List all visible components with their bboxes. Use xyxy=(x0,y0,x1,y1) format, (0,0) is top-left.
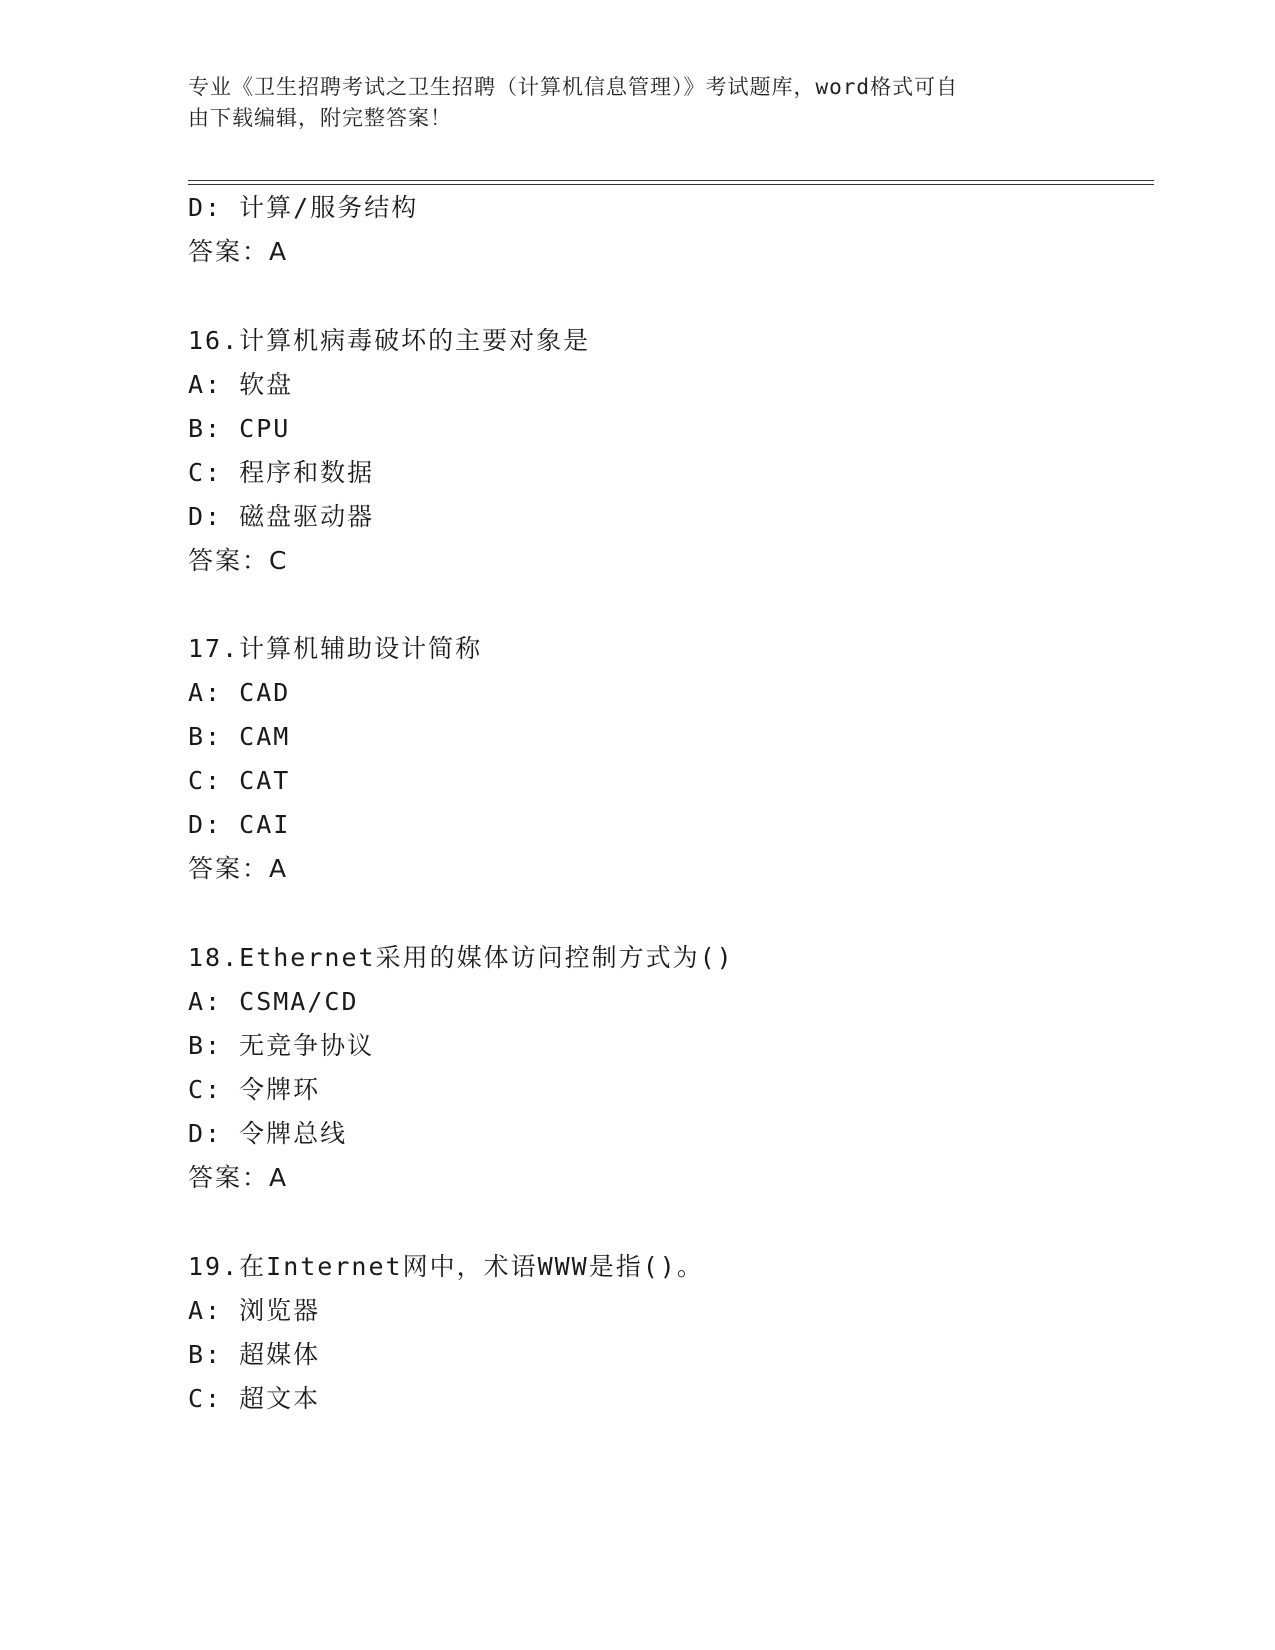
header-divider-bottom xyxy=(188,184,1154,185)
option-line: B: 超媒体 xyxy=(188,1340,321,1369)
answer-line: 答案：A xyxy=(188,1163,289,1192)
option-line: A: CSMA/CD xyxy=(188,987,359,1016)
answer-line: 答案：A xyxy=(188,854,289,883)
header-line-2: 由下载编辑，附完整答案！ xyxy=(188,106,452,130)
option-line: B: 无竞争协议 xyxy=(188,1031,375,1060)
option-line: A: 软盘 xyxy=(188,370,294,399)
option-line: C: 超文本 xyxy=(188,1384,321,1413)
answer-line: 答案：A xyxy=(188,237,289,266)
question-17: 17.计算机辅助设计简称 xyxy=(188,634,483,663)
document-header xyxy=(188,72,1068,134)
option-line: C: CAT xyxy=(188,766,291,795)
header-line-1: 专业《卫生招聘考试之卫生招聘（计算机信息管理）》考试题库，word格式可自 xyxy=(188,75,959,99)
option-line: B: CPU xyxy=(188,414,291,443)
header-divider-top xyxy=(188,180,1154,181)
option-line: D: 磁盘驱动器 xyxy=(188,502,375,531)
question-16: 16.计算机病毒破坏的主要对象是 xyxy=(188,326,591,355)
option-line: C: 令牌环 xyxy=(188,1075,321,1104)
answer-line: 答案：C xyxy=(188,546,289,575)
option-line: D: CAI xyxy=(188,810,291,839)
option-line: A: CAD xyxy=(188,678,291,707)
option-line: B: CAM xyxy=(188,722,291,751)
question-19: 19.在Internet网中，术语WWW是指()。 xyxy=(188,1252,704,1281)
option-line: C: 程序和数据 xyxy=(188,458,375,487)
option-line: D: 计算/服务结构 xyxy=(188,193,419,222)
option-line: A: 浏览器 xyxy=(188,1296,321,1325)
question-18: 18.Ethernet采用的媒体访问控制方式为() xyxy=(188,943,734,972)
option-line: D: 令牌总线 xyxy=(188,1119,348,1148)
